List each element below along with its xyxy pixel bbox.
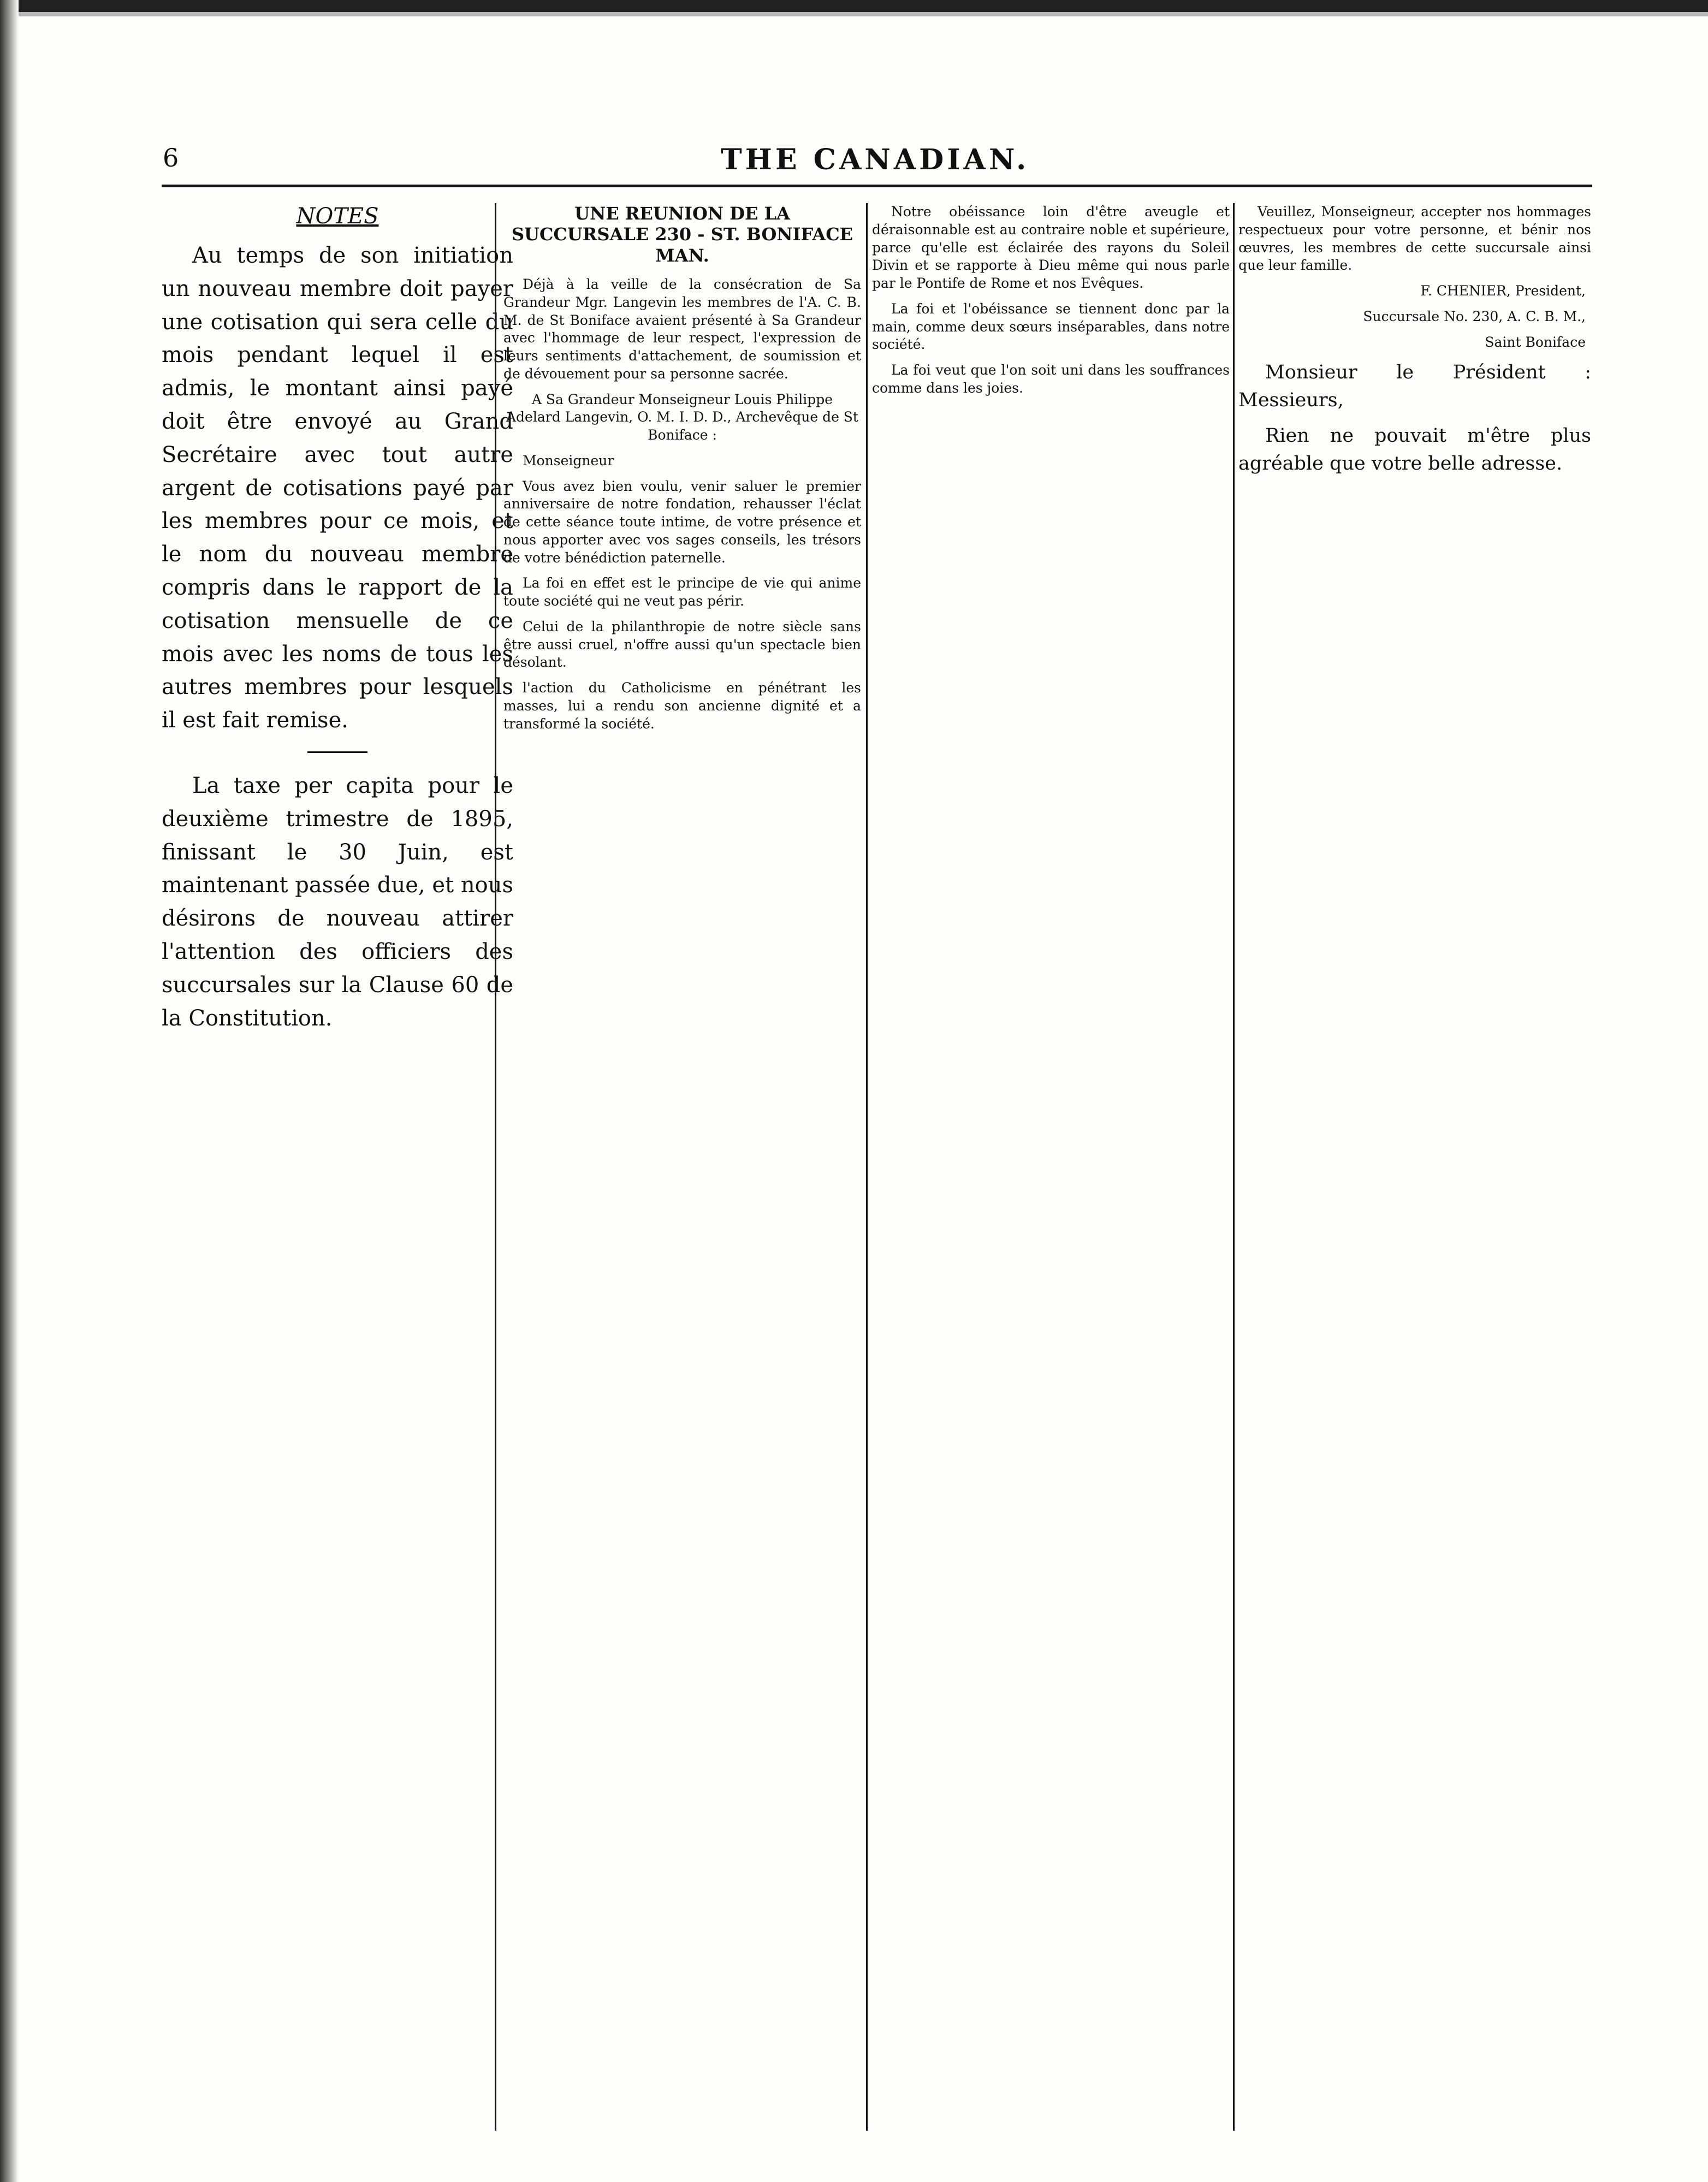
signature-name: F. CHENIER, President, <box>1420 283 1586 299</box>
notes-paragraph: La taxe per capita pour le deuxième trimestre de 1895, finissant le 30 Juin, est maintenant passée due, et nous désirons de nouveau attirer l'attention des officiers des succursales sur la Clause 60 de la Constitution. <box>162 773 513 1031</box>
notes-title: NOTES <box>296 204 379 229</box>
reunion-paragraph: Déjà à la veille de la consécration de Sa Grandeur Mgr. Langevin les membres de l'A. C. B. M. de St Boniface avaient présenté à Sa Grandeur avec l'hommage de leur respect, l'expression de leurs sentiments d'attachement, de soumission et de dévouement pour sa personne sacrée. <box>503 276 861 382</box>
response-salutation: Monsieur le Président : Messieurs, <box>1238 361 1591 411</box>
address-heading: A Sa Grandeur Monseigneur Louis Philippe Adelard Langevin, O. M. I. D. D., Archevêque de St Boniface : <box>506 391 858 443</box>
reunion-paragraph: Vous avez bien voulu, venir saluer le premier anniversaire de notre fondation, rehausser l'éclat de cette séance toute intime, de votre présence et nous apporter avec vos sages conseils, les trésors de votre bénédiction paternelle. <box>503 478 861 566</box>
reunion-title: UNE REUNION DE LA SUCCURSALE 230 - ST. BONIFACE MAN. <box>511 203 853 266</box>
reunion-paragraph: l'action du Catholicisme en pénétrant les masses, lui a rendu son ancienne dignité et a transformé la société. <box>503 680 861 732</box>
address-paragraph: Notre obéissance loin d'être aveugle et déraisonnable est au contraire noble et supérieure, parce qu'elle est éclairée des rayons du Soleil Divin et se rapporte à Dieu même qui nous parle par le Pontife de Rome et nos Evêques. <box>872 204 1230 291</box>
scan-left-edge <box>0 0 19 2182</box>
header-rule <box>162 185 1592 187</box>
address-continued-column <box>872 203 1230 2136</box>
address-paragraph: La foi veut que l'on soit uni dans les souffrances comme dans les joies. <box>872 362 1230 396</box>
notes-paragraph: Au temps de son initiation un nouveau membre doit payer une cotisation qui sera celle du mois pendant lequel il est admis, le montant ainsi payé doit être envoyé au Grand Secrétaire avec tout autre argent de cotisations payé par les membres pour ce mois, et le nom du nouveau membre compris dans le rapport de la cotisation mensuelle de ce mois avec les noms de tous les autres membres pour lesquels il est fait remise. <box>162 243 513 733</box>
reunion-paragraph: La foi en effet est le principe de vie qui anime toute société qui ne veut pas périr. <box>503 575 861 609</box>
column-rule-3 <box>1233 203 1235 2131</box>
salutation: Monseigneur <box>523 452 614 469</box>
notes-column <box>162 203 513 2136</box>
response-paragraph: Rien ne pouvait m'être plus agréable que votre belle adresse. <box>1238 424 1591 475</box>
closing-paragraph: Veuillez, Monseigneur, accepter nos hommages respectueux pour votre personne, et bénir nos œuvres, les membres de cette succursale ainsi que leur famille. <box>1238 204 1591 274</box>
reunion-column <box>503 203 861 2136</box>
signature-line: Succursale No. 230, A. C. B. M., <box>1363 308 1586 324</box>
reunion-paragraph: Celui de la philanthropie de notre siècle sans être aussi cruel, n'offre aussi qu'un spectacle bien désolant. <box>503 618 861 671</box>
scan-top-edge <box>0 0 1708 38</box>
masthead: THE CANADIAN. <box>721 143 1030 176</box>
column-rule-2 <box>866 203 868 2131</box>
page-number: 6 <box>163 143 179 173</box>
signature-line: Saint Boniface <box>1485 334 1586 350</box>
response-column <box>1238 203 1591 2136</box>
address-paragraph: La foi et l'obéissance se tiennent donc par la main, comme deux sœurs inséparables, dans notre société. <box>872 300 1230 353</box>
separator <box>307 751 367 753</box>
